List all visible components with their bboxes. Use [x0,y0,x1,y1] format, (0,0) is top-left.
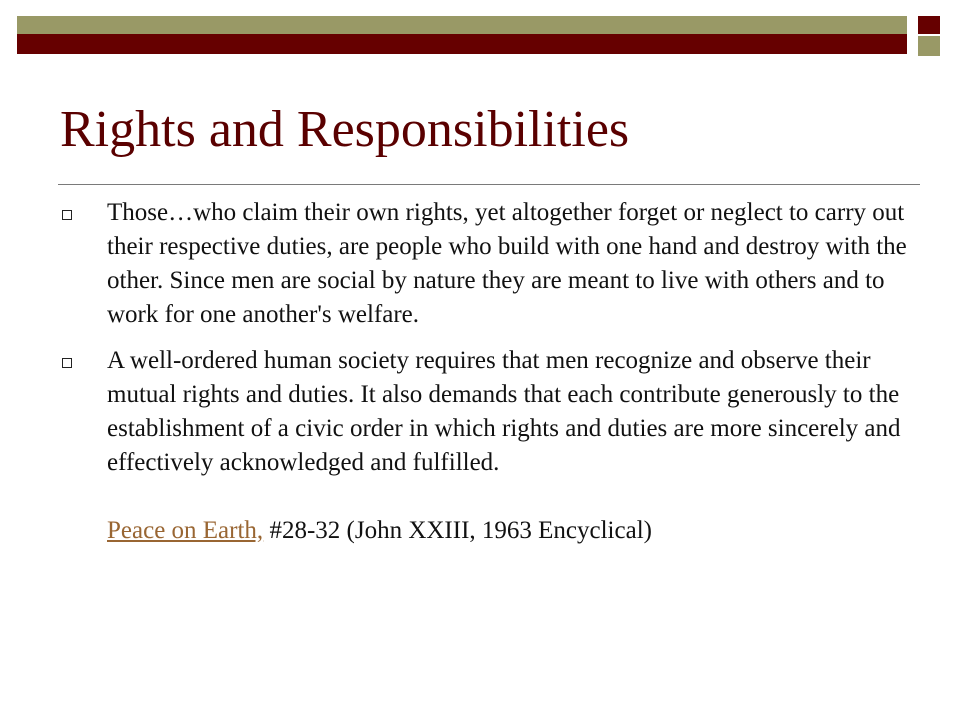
slide-content [58,196,918,548]
bullet-item [58,196,918,332]
header-bar-red [17,34,907,54]
title-divider [58,184,920,185]
citation-text: #28-32 (John XXIII, 1963 Encyclical) [263,517,652,544]
bullet-text: A well-ordered human society requires that men recognize and observe their mutual rights and duties. It also demands that each contribute generously to the establishment of a civic order in which rights and duties are more sincerely and effectively acknowledged and fulfilled. [107,347,901,476]
corner-block-olive [918,36,940,56]
slide-title: Rights and Responsibilities [60,101,630,158]
hollow-square-bullet-icon [62,210,72,220]
citation [107,514,918,548]
header-bar-olive [17,16,907,34]
citation-link[interactable]: Peace on Earth, [107,517,264,544]
bullet-item [58,344,918,548]
corner-block-red [918,16,940,34]
bullet-text: Those…who claim their own rights, yet altogether forget or neglect to carry out their respective duties, are people who build with one hand and destroy with the other. Since men are social by nature they are meant to live with others and to work for one another's welfare. [107,199,907,328]
hollow-square-bullet-icon [62,358,72,368]
